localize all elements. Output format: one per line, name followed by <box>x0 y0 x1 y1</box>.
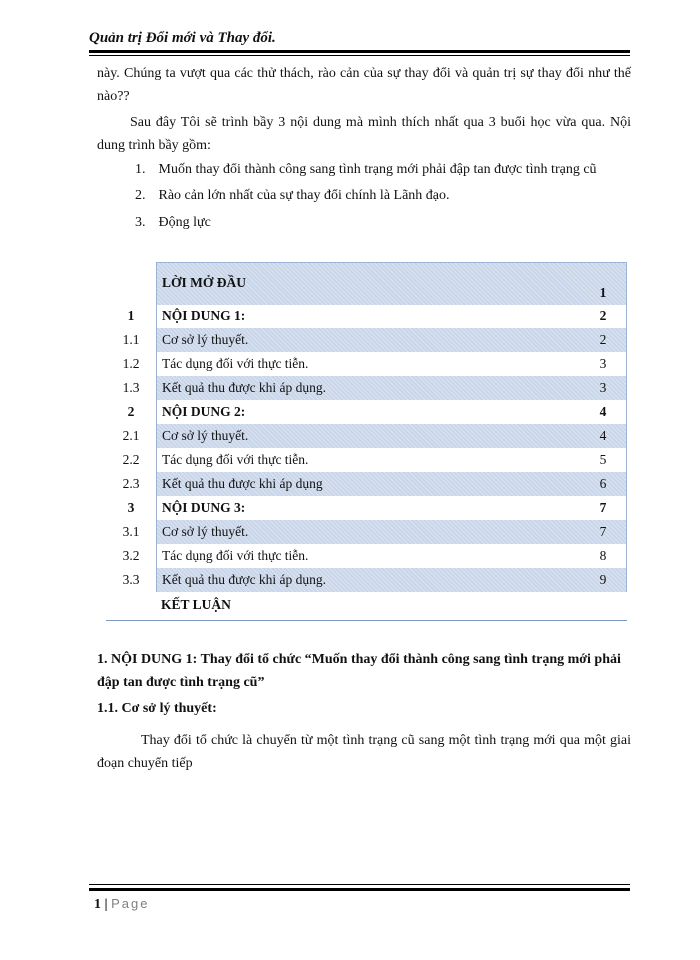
list-item-number: 1. <box>135 162 146 177</box>
toc-title: Tác dụng đối với thực tiễn. <box>162 356 309 371</box>
list-item-number: 2. <box>135 188 146 203</box>
toc-page: 2 <box>599 308 607 323</box>
toc-title: Kết quả thu được khi áp dụng. <box>162 380 327 395</box>
section-heading: 1. NỘI DUNG 1: Thay đổi tổ chức “Muốn thay đổi thành công sang tình trạng mới phải đập tan được tình trạng cũ” <box>97 652 621 690</box>
toc-row <box>106 352 627 376</box>
toc-number: 1 <box>127 308 135 323</box>
paragraph-intro: này. Chúng ta vượt qua các thử thách, rào cản của sự thay đổi và quản trị sự thay đổi như thế nào?? <box>97 66 631 104</box>
paragraph-overview: Sau đây Tôi sẽ trình bầy 3 nội dung mà mình thích nhất qua 3 buổi học vừa qua. Nội dung trình bầy gồm: <box>97 115 631 153</box>
toc-title: Tác dụng đối với thực tiễn. <box>162 548 309 563</box>
toc-page: 7 <box>599 524 607 539</box>
toc-title: KẾT LUẬN <box>161 597 231 612</box>
toc-row <box>106 376 627 400</box>
toc-title: Cơ sở lý thuyết. <box>162 524 249 539</box>
toc-title: NỘI DUNG 2: <box>162 404 246 419</box>
list-item <box>135 160 597 180</box>
toc-bottom-rule <box>106 620 627 621</box>
toc-page: 6 <box>599 476 607 491</box>
toc-row <box>106 520 627 544</box>
toc-page: 7 <box>599 500 607 515</box>
list-item <box>135 186 450 206</box>
toc-page: 2 <box>599 332 607 347</box>
list-item-text: Rào cản lớn nhất của sự thay đổi chính là Lãnh đạo. <box>158 188 450 203</box>
toc-row <box>106 400 627 424</box>
list-item-text: Muốn thay đổi thành công sang tình trạng mới phải đập tan được tình trạng cũ <box>158 162 597 177</box>
paragraph-body: Thay đổi tổ chức là chuyển từ một tình trạng cũ sang một tình trạng mới qua một giai đoạn chuyển tiếp <box>97 733 631 771</box>
page-footer <box>94 896 149 913</box>
subsection-heading: 1.1. Cơ sở lý thuyết: <box>97 701 217 716</box>
toc-number: 3 <box>127 500 135 515</box>
toc-row <box>106 544 627 568</box>
header-rule <box>89 50 630 53</box>
toc-title: Kết quả thu được khi áp dụng <box>162 476 323 491</box>
page-separator: | <box>104 897 108 912</box>
toc-row <box>106 304 627 328</box>
list-item-number: 3. <box>135 215 146 230</box>
toc-row-intro <box>106 262 627 304</box>
toc-title: NỘI DUNG 3: <box>162 500 246 515</box>
toc-row <box>106 328 627 352</box>
toc-number: 2.2 <box>122 452 140 467</box>
page-number: 1 <box>94 897 101 912</box>
toc-number: 1.2 <box>122 356 140 371</box>
toc-row <box>106 472 627 496</box>
toc-number: 2.3 <box>122 476 140 491</box>
toc-page: 8 <box>599 548 607 563</box>
toc-row <box>106 424 627 448</box>
toc-page: 3 <box>599 380 607 395</box>
list-item-text: Động lực <box>158 215 211 230</box>
toc-number: 1.1 <box>122 332 140 347</box>
toc-page: 1 <box>599 285 607 300</box>
toc-row <box>106 568 627 592</box>
table-of-contents <box>106 262 627 620</box>
header-rule-thin <box>89 55 630 56</box>
toc-title: LỜI MỞ ĐẦU <box>162 275 246 290</box>
toc-number: 2 <box>127 404 135 419</box>
toc-title: Cơ sở lý thuyết. <box>162 332 249 347</box>
toc-number: 3.2 <box>122 548 140 563</box>
toc-row <box>106 496 627 520</box>
toc-row <box>106 448 627 472</box>
toc-row-conclusion <box>106 592 627 620</box>
page-label: Page <box>111 896 150 911</box>
toc-title: Kết quả thu được khi áp dụng. <box>162 572 327 587</box>
toc-number: 3.1 <box>122 524 140 539</box>
running-header: Quản trị Đổi mới và Thay đổi. <box>89 30 276 46</box>
list-item <box>135 213 211 233</box>
toc-number: 2.1 <box>122 428 140 443</box>
toc-title: NỘI DUNG 1: <box>162 308 246 323</box>
toc-page: 5 <box>599 452 607 467</box>
toc-title: Cơ sở lý thuyết. <box>162 428 249 443</box>
toc-number: 3.3 <box>122 572 140 587</box>
footer-rule-thin <box>89 884 630 885</box>
toc-page: 4 <box>599 404 607 419</box>
toc-page: 3 <box>599 356 607 371</box>
toc-number: 1.3 <box>122 380 140 395</box>
footer-rule <box>89 888 630 891</box>
toc-page: 9 <box>599 572 607 587</box>
toc-title: Tác dụng đối với thực tiễn. <box>162 452 309 467</box>
toc-page: 4 <box>599 428 607 443</box>
